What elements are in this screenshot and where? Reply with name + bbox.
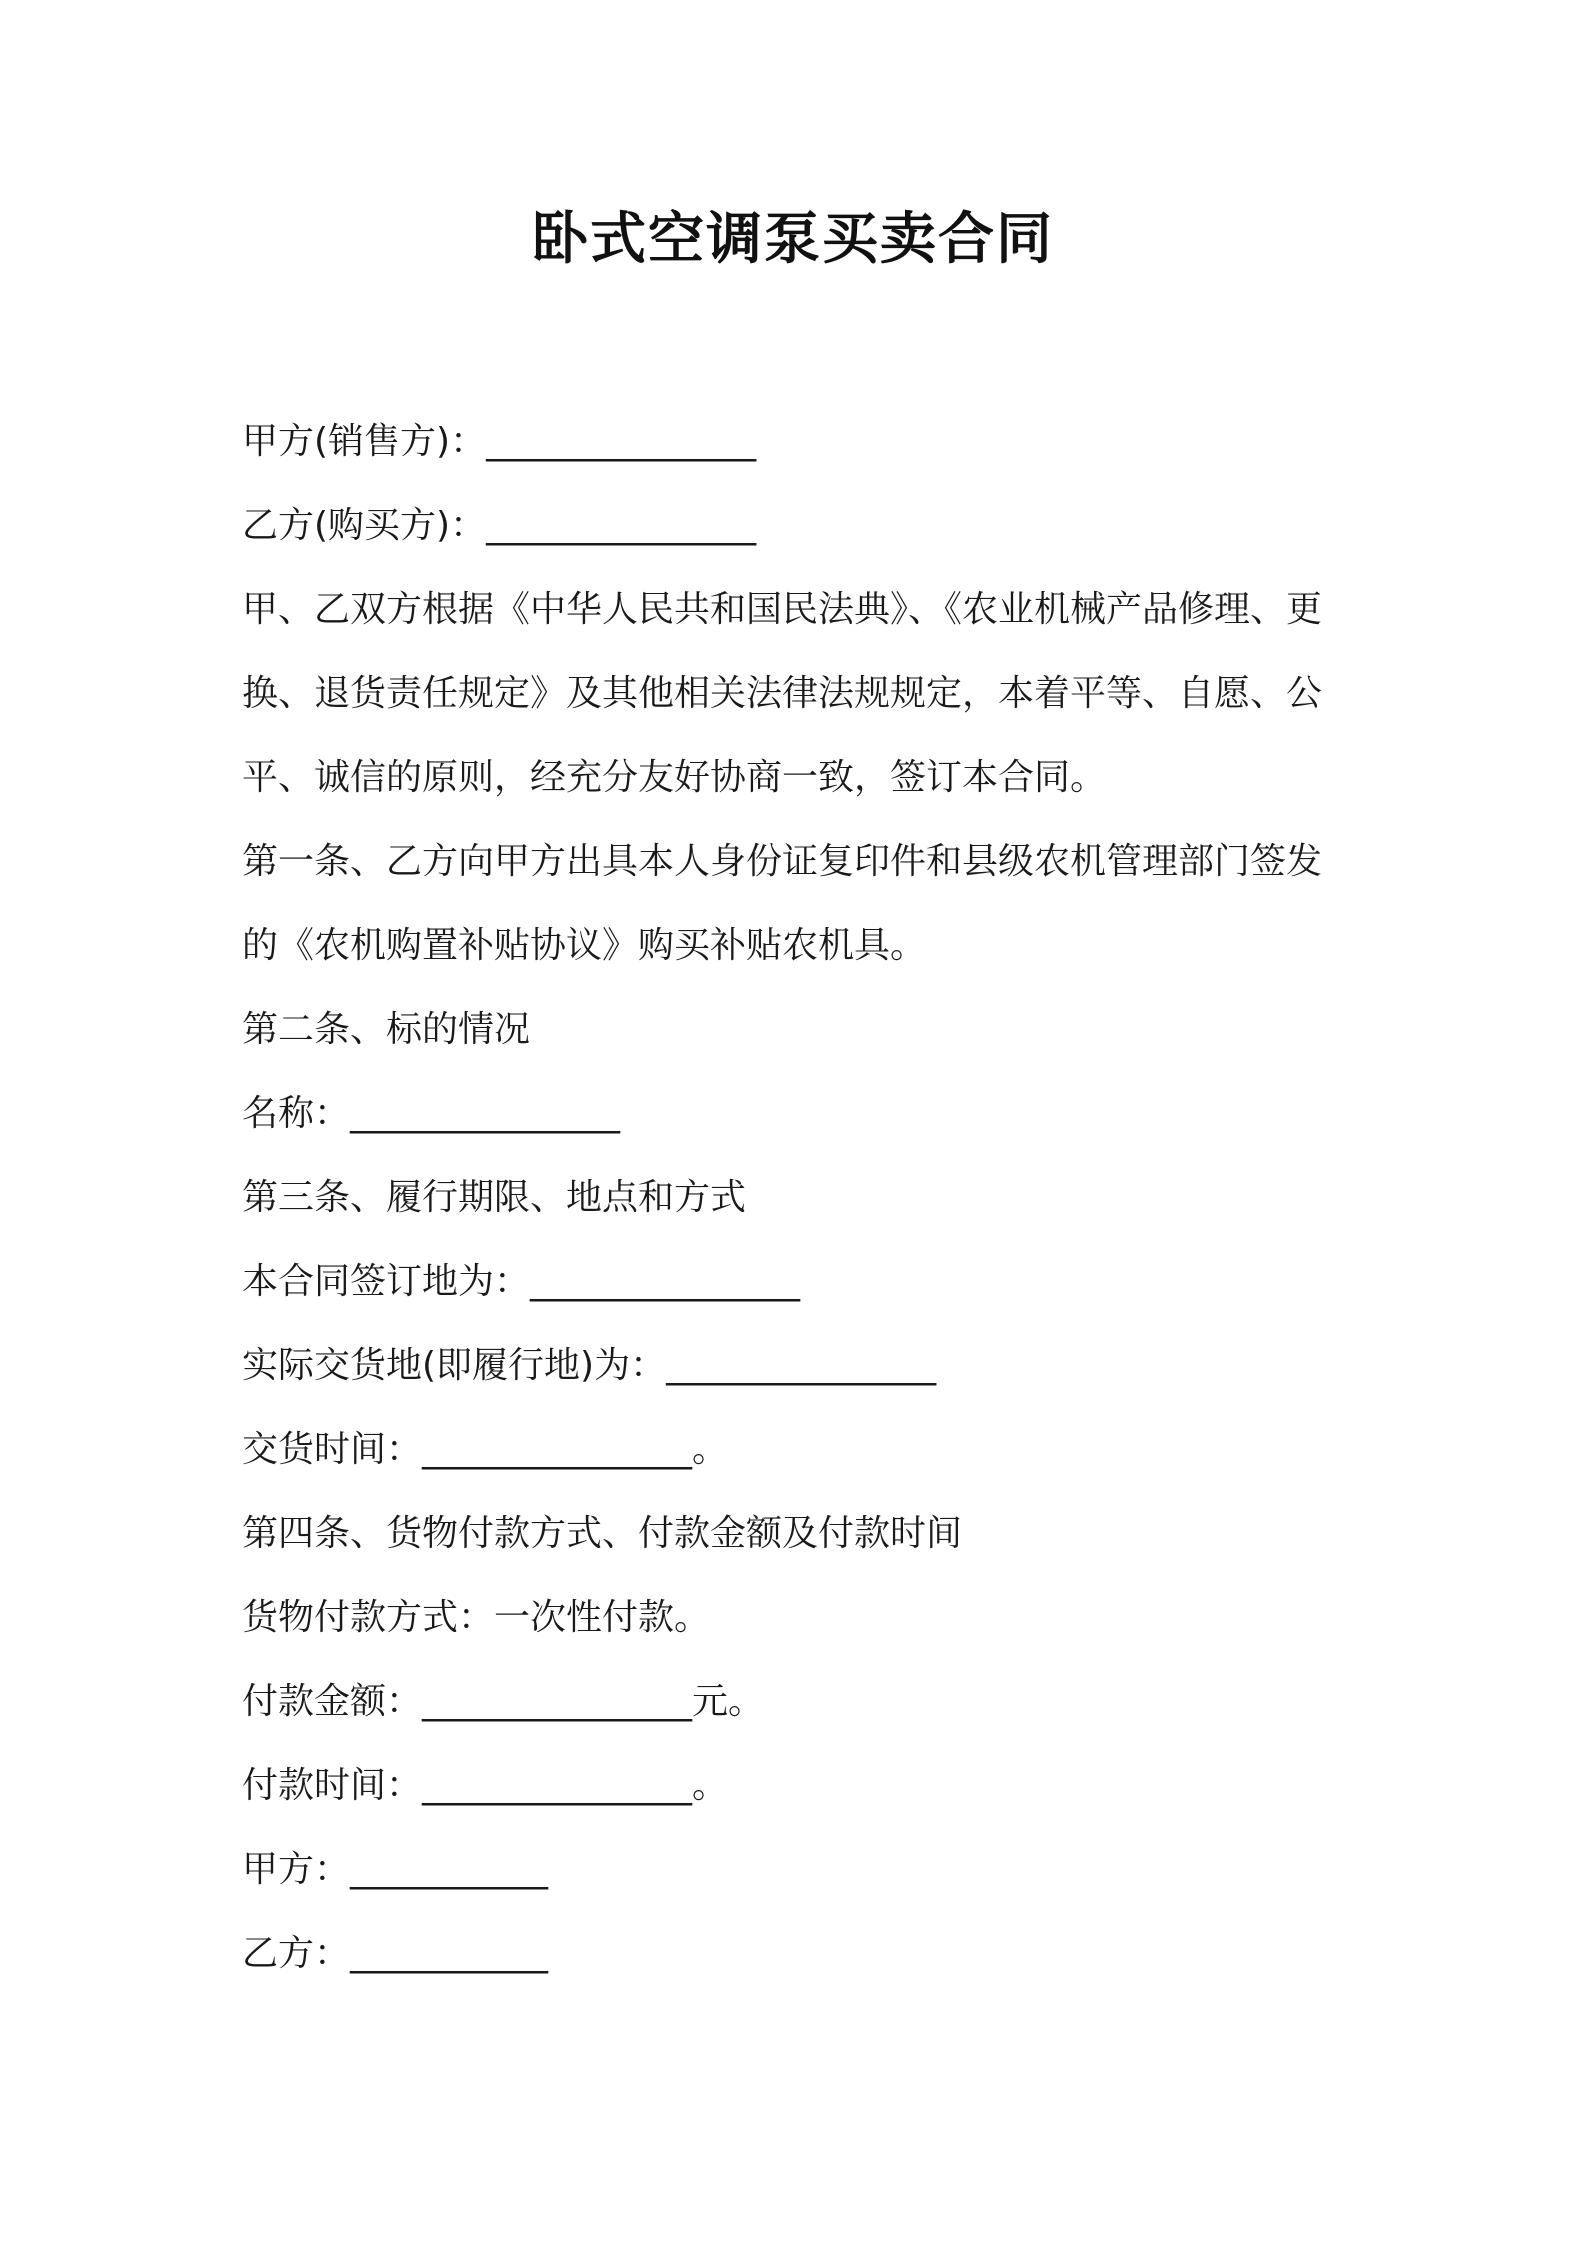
party-a-signature-line: 甲方：___________ <box>242 1849 549 1890</box>
payment-amount-line: 付款金额：_______________元。 <box>242 1681 765 1722</box>
preamble-line-1: 甲、乙双方根据《中华人民共和国民法典》、《农业机械产品修理、更 <box>242 589 1323 630</box>
article-2-heading: 第二条、标的情况 <box>242 1009 531 1050</box>
party-b-buyer-line: 乙方(购买方)：_______________ <box>242 505 757 546</box>
article-1-line-2: 的《农机购置补贴协议》购买补贴农机具。 <box>242 925 927 966</box>
document-title: 卧式空调泵买卖合同 <box>532 207 1054 272</box>
delivery-place-line: 实际交货地(即履行地)为：_______________ <box>242 1345 937 1386</box>
document-body <box>242 400 1362 1996</box>
article-1-line-1: 第一条、乙方向甲方出具本人身份证复印件和县级农机管理部门签发 <box>242 841 1323 882</box>
article-4-heading: 第四条、货物付款方式、付款金额及付款时间 <box>242 1513 963 1554</box>
payment-time-line: 付款时间：_______________。 <box>242 1765 729 1806</box>
preamble-line-2: 换、退货责任规定》及其他相关法律法规规定，本着平等、自愿、公 <box>242 673 1323 714</box>
item-name-line: 名称：_______________ <box>242 1093 621 1134</box>
preamble-line-3: 平、诚信的原则，经充分友好协商一致，签订本合同。 <box>242 757 1107 798</box>
party-b-signature-line: 乙方：___________ <box>242 1933 549 1974</box>
payment-method-line: 货物付款方式：一次性付款。 <box>242 1597 711 1638</box>
party-a-seller-line: 甲方(销售方)：_______________ <box>242 421 757 462</box>
delivery-time-line: 交货时间：_______________。 <box>242 1429 729 1470</box>
signing-place-line: 本合同签订地为：_______________ <box>242 1261 801 1302</box>
article-3-heading: 第三条、履行期限、地点和方式 <box>242 1177 747 1218</box>
